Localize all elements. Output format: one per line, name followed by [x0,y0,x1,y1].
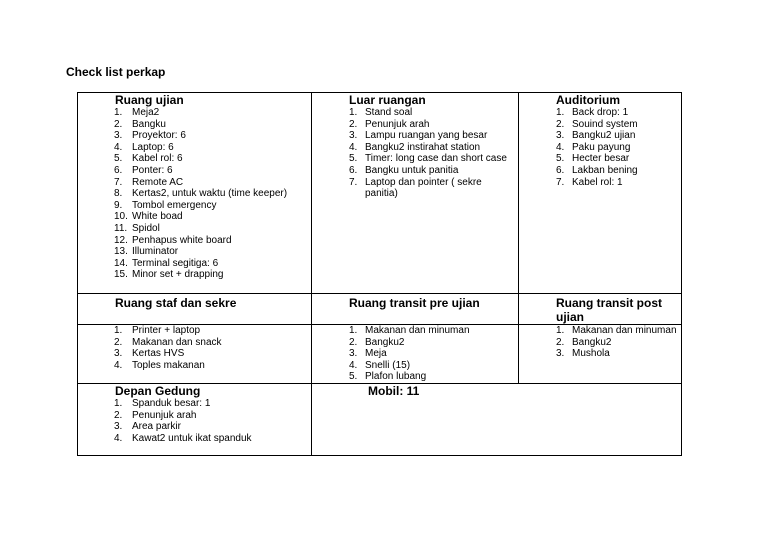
list-item-text: Penunjuk arah [365,118,430,130]
list-item-text: Makanan dan minuman [572,325,677,336]
list-item-number: 5. [556,153,565,165]
list-item [78,235,311,247]
list-item-number: 3. [349,130,358,142]
list-item-number: 7. [556,176,565,188]
list-item-text: Bangku [132,118,166,130]
list-item-text: Kabel rol: 1 [572,176,623,188]
list-item-text: Proyektor: 6 [132,130,186,142]
list-item-number: 1. [349,107,358,118]
list-ruang-staf [78,325,311,371]
list-item-text: Penunjuk arah [132,409,197,421]
list-item-number: 3. [556,130,565,142]
list-item-text: Illuminator [132,246,179,258]
list-item [78,107,311,119]
list-item-text: Kawat2 untuk ikat spanduk [132,432,252,444]
list-item [78,165,311,177]
list-item-text: Back drop: 1 [572,107,629,118]
list-item-text: Laptop: 6 [132,141,174,153]
list-item-text: Meja [365,348,387,360]
list-item [78,246,311,258]
list-item [519,177,681,189]
list-item-text: Area parkir [132,421,181,433]
heading-transit-pre: Ruang transit pre ujian [349,296,480,310]
list-item [312,177,518,200]
list-item [312,107,518,119]
cell-ruang-staf [78,325,312,384]
list-item-text: Printer + laptop [132,325,201,336]
page-title: Check list perkap [66,65,166,79]
list-item-number: 1. [556,107,565,118]
list-item-number: 11. [114,222,128,234]
list-item [78,142,311,154]
list-item-number: 9. [114,199,123,211]
list-item-number: 6. [114,164,123,176]
list-item [312,119,518,131]
list-item [78,223,311,235]
list-item [78,410,311,422]
list-item-text: Meja2 [132,107,160,118]
list-item-number: 6. [349,164,358,176]
list-item-number: 4. [114,432,123,444]
list-item [519,153,681,165]
list-item-number: 1. [114,107,123,118]
list-item-number: 15. [114,269,128,281]
list-item [312,348,518,360]
list-item-text: Bangku2 [572,336,612,348]
heading-ruang-staf: Ruang staf dan sekre [115,296,237,310]
cell-auditorium [519,93,682,294]
list-transit-pre [312,325,518,383]
list-item [78,119,311,131]
list-item-number: 13. [114,246,128,258]
list-item-number: 2. [556,336,565,348]
list-item [519,325,681,337]
list-item [312,360,518,372]
list-item [312,371,518,383]
list-item-text: White boad [132,211,183,223]
heading-mobil: Mobil: 11 [368,383,420,398]
cell-depan-gedung [78,383,312,455]
list-item-number: 4. [556,141,565,153]
cell-ruang-ujian [78,93,312,294]
list-item [519,107,681,119]
list-item-text: Paku payung [572,141,631,153]
list-item-number: 7. [349,176,358,188]
cell-heading-transit-pre [312,294,519,325]
list-item [78,325,311,337]
checklist-table [77,92,682,456]
list-item-text: Kabel rol: 6 [132,153,183,165]
list-item-number: 1. [114,397,123,409]
list-item-text: Lakban bening [572,164,638,176]
list-item-number: 6. [556,164,565,176]
list-item-number: 2. [556,118,565,130]
list-item-text: Souind system [572,118,638,130]
list-item [78,188,311,200]
list-item-text: Ponter: 6 [132,164,173,176]
list-item-number: 1. [556,325,565,336]
list-transit-post [519,325,681,360]
list-item-number: 1. [114,325,123,336]
list-item [519,119,681,131]
heading-ruang-ujian: Ruang ujian [115,93,184,107]
list-item-number: 1. [349,325,358,336]
list-item-number: 2. [114,118,123,130]
list-item-text: Hecter besar [572,153,630,165]
list-item [519,165,681,177]
list-item-text: Makanan dan snack [132,336,222,348]
list-item [312,130,518,142]
list-item [519,142,681,154]
list-item [519,337,681,349]
list-item-text: Spidol [132,222,160,234]
list-item-number: 3. [114,348,123,360]
list-item-text: Toples makanan [132,359,205,371]
list-item [78,130,311,142]
list-item-text: Minor set + drapping [132,269,224,281]
list-item-text: Snelli (15) [365,359,411,371]
list-item-number: 3. [556,348,565,360]
list-item-number: 4. [114,141,123,153]
list-item [78,398,311,410]
list-item-number: 2. [114,336,123,348]
heading-transit-post: Ruang transit post ujian [556,296,663,324]
list-item-number: 12. [114,234,128,246]
list-item-text: Timer: long case dan short case [365,153,507,165]
list-item-text: Makanan dan minuman [365,325,470,336]
cell-transit-pre [312,325,519,384]
list-item [78,211,311,223]
list-item [519,348,681,360]
list-item-text: Remote AC [132,176,184,188]
cell-heading-ruang-staf [78,294,312,325]
list-item-number: 5. [114,153,123,165]
list-item [312,325,518,337]
list-item-number: 5. [349,371,358,383]
list-item [312,142,518,154]
list-item-number: 14. [114,257,128,269]
list-item [78,177,311,189]
list-item-text: Laptop dan pointer ( sekre panitia) [365,176,482,200]
list-ruang-ujian [78,107,311,281]
list-item-number: 4. [114,359,123,371]
list-item-text: Bangku2 ujian [572,130,636,142]
list-item-number: 2. [349,118,358,130]
list-item-number: 7. [114,176,123,188]
list-item-number: 3. [349,348,358,360]
list-item-text: Plafon lubang [365,371,427,383]
heading-auditorium: Auditorium [556,93,620,107]
cell-transit-post [519,325,682,384]
list-item-text: Spanduk besar: 1 [132,397,211,409]
list-item-number: 10. [114,211,128,223]
list-depan-gedung [78,398,311,444]
list-item-text: Bangku2 instirahat station [365,141,481,153]
cell-luar-ruangan [312,93,519,294]
list-item-text: Tombol emergency [132,199,217,211]
list-item-text: Kertas2, untuk waktu (time keeper) [132,188,288,200]
list-item-text: Kertas HVS [132,348,185,360]
cell-mobil [312,383,682,455]
list-item [78,348,311,360]
list-item-text: Stand soal [365,107,413,118]
heading-luar-ruangan: Luar ruangan [349,93,426,107]
list-item-text: Mushola [572,348,610,360]
list-item [78,433,311,445]
list-item [78,421,311,433]
list-item [312,153,518,165]
list-item-text: Penhapus white board [132,234,232,246]
list-item-number: 8. [114,188,123,200]
list-item-number: 4. [349,141,358,153]
list-item [519,130,681,142]
list-item [312,337,518,349]
list-item [78,200,311,212]
list-luar-ruangan [312,107,518,200]
list-item [78,153,311,165]
list-item-number: 2. [114,409,123,421]
list-item-text: Terminal segitiga: 6 [132,257,219,269]
list-item-number: 3. [114,421,123,433]
heading-depan-gedung: Depan Gedung [115,383,201,398]
list-item-number: 5. [349,153,358,165]
cell-heading-transit-post [519,294,682,325]
list-item [78,269,311,281]
list-item-number: 3. [114,130,123,142]
list-item-text: Lampu ruangan yang besar [365,130,488,142]
list-item [312,165,518,177]
list-item [78,337,311,349]
list-item [78,258,311,270]
list-item [78,360,311,372]
list-item-text: Bangku2 [365,336,405,348]
list-auditorium [519,107,681,188]
list-item-number: 4. [349,359,358,371]
list-item-text: Bangku untuk panitia [365,164,459,176]
list-item-number: 2. [349,336,358,348]
